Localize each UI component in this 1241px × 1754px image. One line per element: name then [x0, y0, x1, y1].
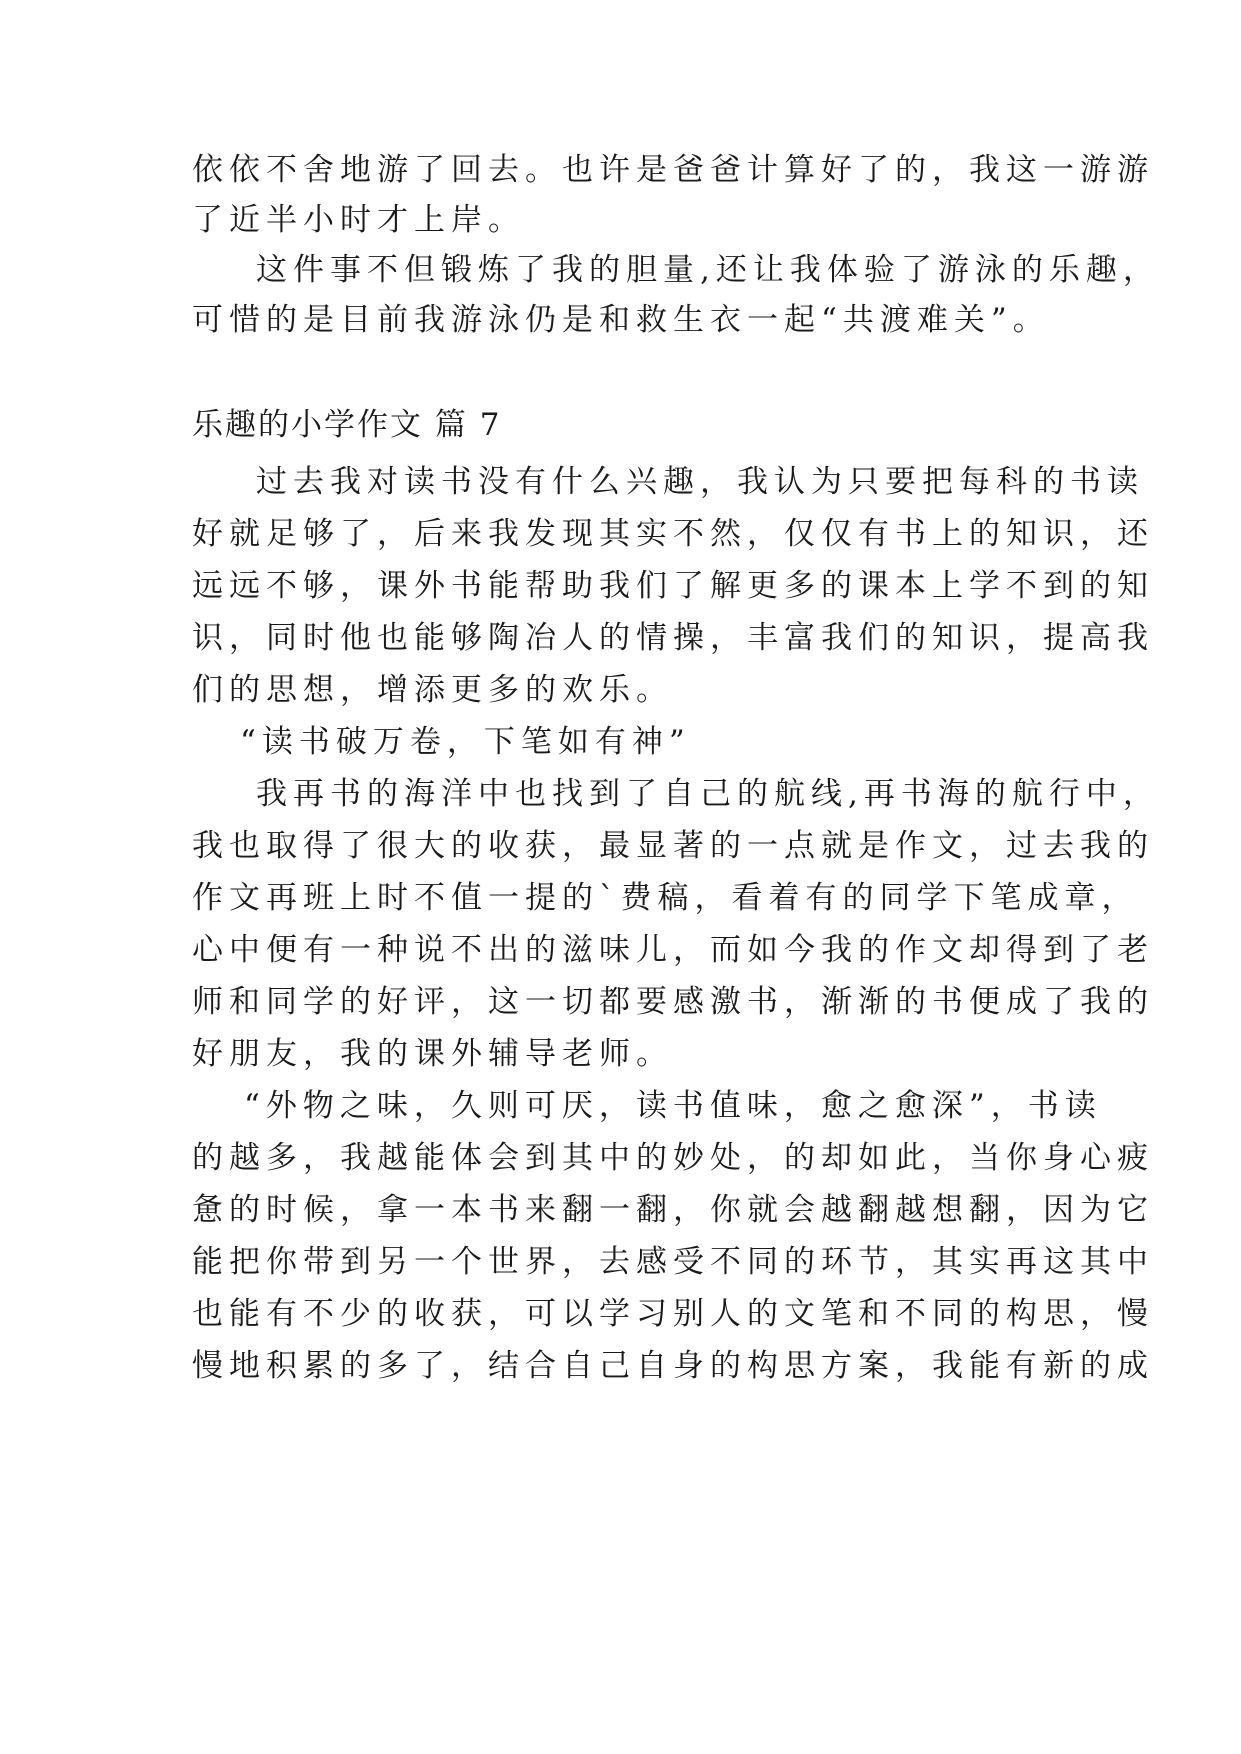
text-line: 可惜的是目前我游泳仍是和救生衣一起“共渡难关”。: [192, 302, 1050, 338]
text-line: 我再书的海洋中也找到了自己的航线,再书海的航行中，: [256, 776, 1160, 812]
text-line: “外物之味，久则可厌，读书值味，愈之愈深”，书读: [244, 1088, 1102, 1124]
text-line: 这件事不但锻炼了我的胆量,还让我体验了游泳的乐趣，: [256, 252, 1160, 288]
text-line: 能把你带到另一个世界，去感受不同的环节，其实再这其中: [192, 1244, 1154, 1280]
text-line: 识，同时他也能够陶冶人的情操，丰富我们的知识，提高我: [192, 620, 1154, 656]
text-line: 了近半小时才上岸。: [192, 202, 525, 238]
text-line: 远远不够，课外书能帮助我们了解更多的课本上学不到的知: [192, 568, 1154, 604]
text-line: 也能有不少的收获，可以学习别人的文笔和不同的构思，慢: [192, 1296, 1154, 1332]
text-line: 心中便有一种说不出的滋味儿，而如今我的作文却得到了老: [192, 932, 1154, 968]
text-line: 慢地积累的多了，结合自己自身的构思方案，我能有新的成: [192, 1348, 1154, 1384]
section-heading: 乐趣的小学作文 篇 7: [192, 407, 502, 443]
text-line: 我也取得了很大的收获，最显著的一点就是作文，过去我的: [192, 828, 1154, 864]
text-line: 作文再班上时不值一提的`费稿，看着有的同学下笔成章，: [192, 880, 1139, 916]
quote-line: “读书破万卷，下笔如有神”: [240, 724, 691, 760]
text-line: 惫的时候，拿一本书来翻一翻，你就会越翻越想翻，因为它: [192, 1192, 1154, 1228]
text-line: 好就足够了，后来我发现其实不然，仅仅有书上的知识，还: [192, 516, 1154, 552]
text-line: 的越多，我越能体会到其中的妙处，的却如此，当你身心疲: [192, 1140, 1154, 1176]
text-line: 师和同学的好评，这一切都要感激书，渐渐的书便成了我的: [192, 984, 1154, 1020]
text-line: 过去我对读书没有什么兴趣，我认为只要把每科的书读: [256, 464, 1144, 500]
text-line: 依依不舍地游了回去。也许是爸爸计算好了的，我这一游游: [192, 152, 1154, 188]
text-line: 好朋友，我的课外辅导老师。: [192, 1036, 673, 1072]
text-line: 们的思想，增添更多的欢乐。: [192, 672, 673, 708]
